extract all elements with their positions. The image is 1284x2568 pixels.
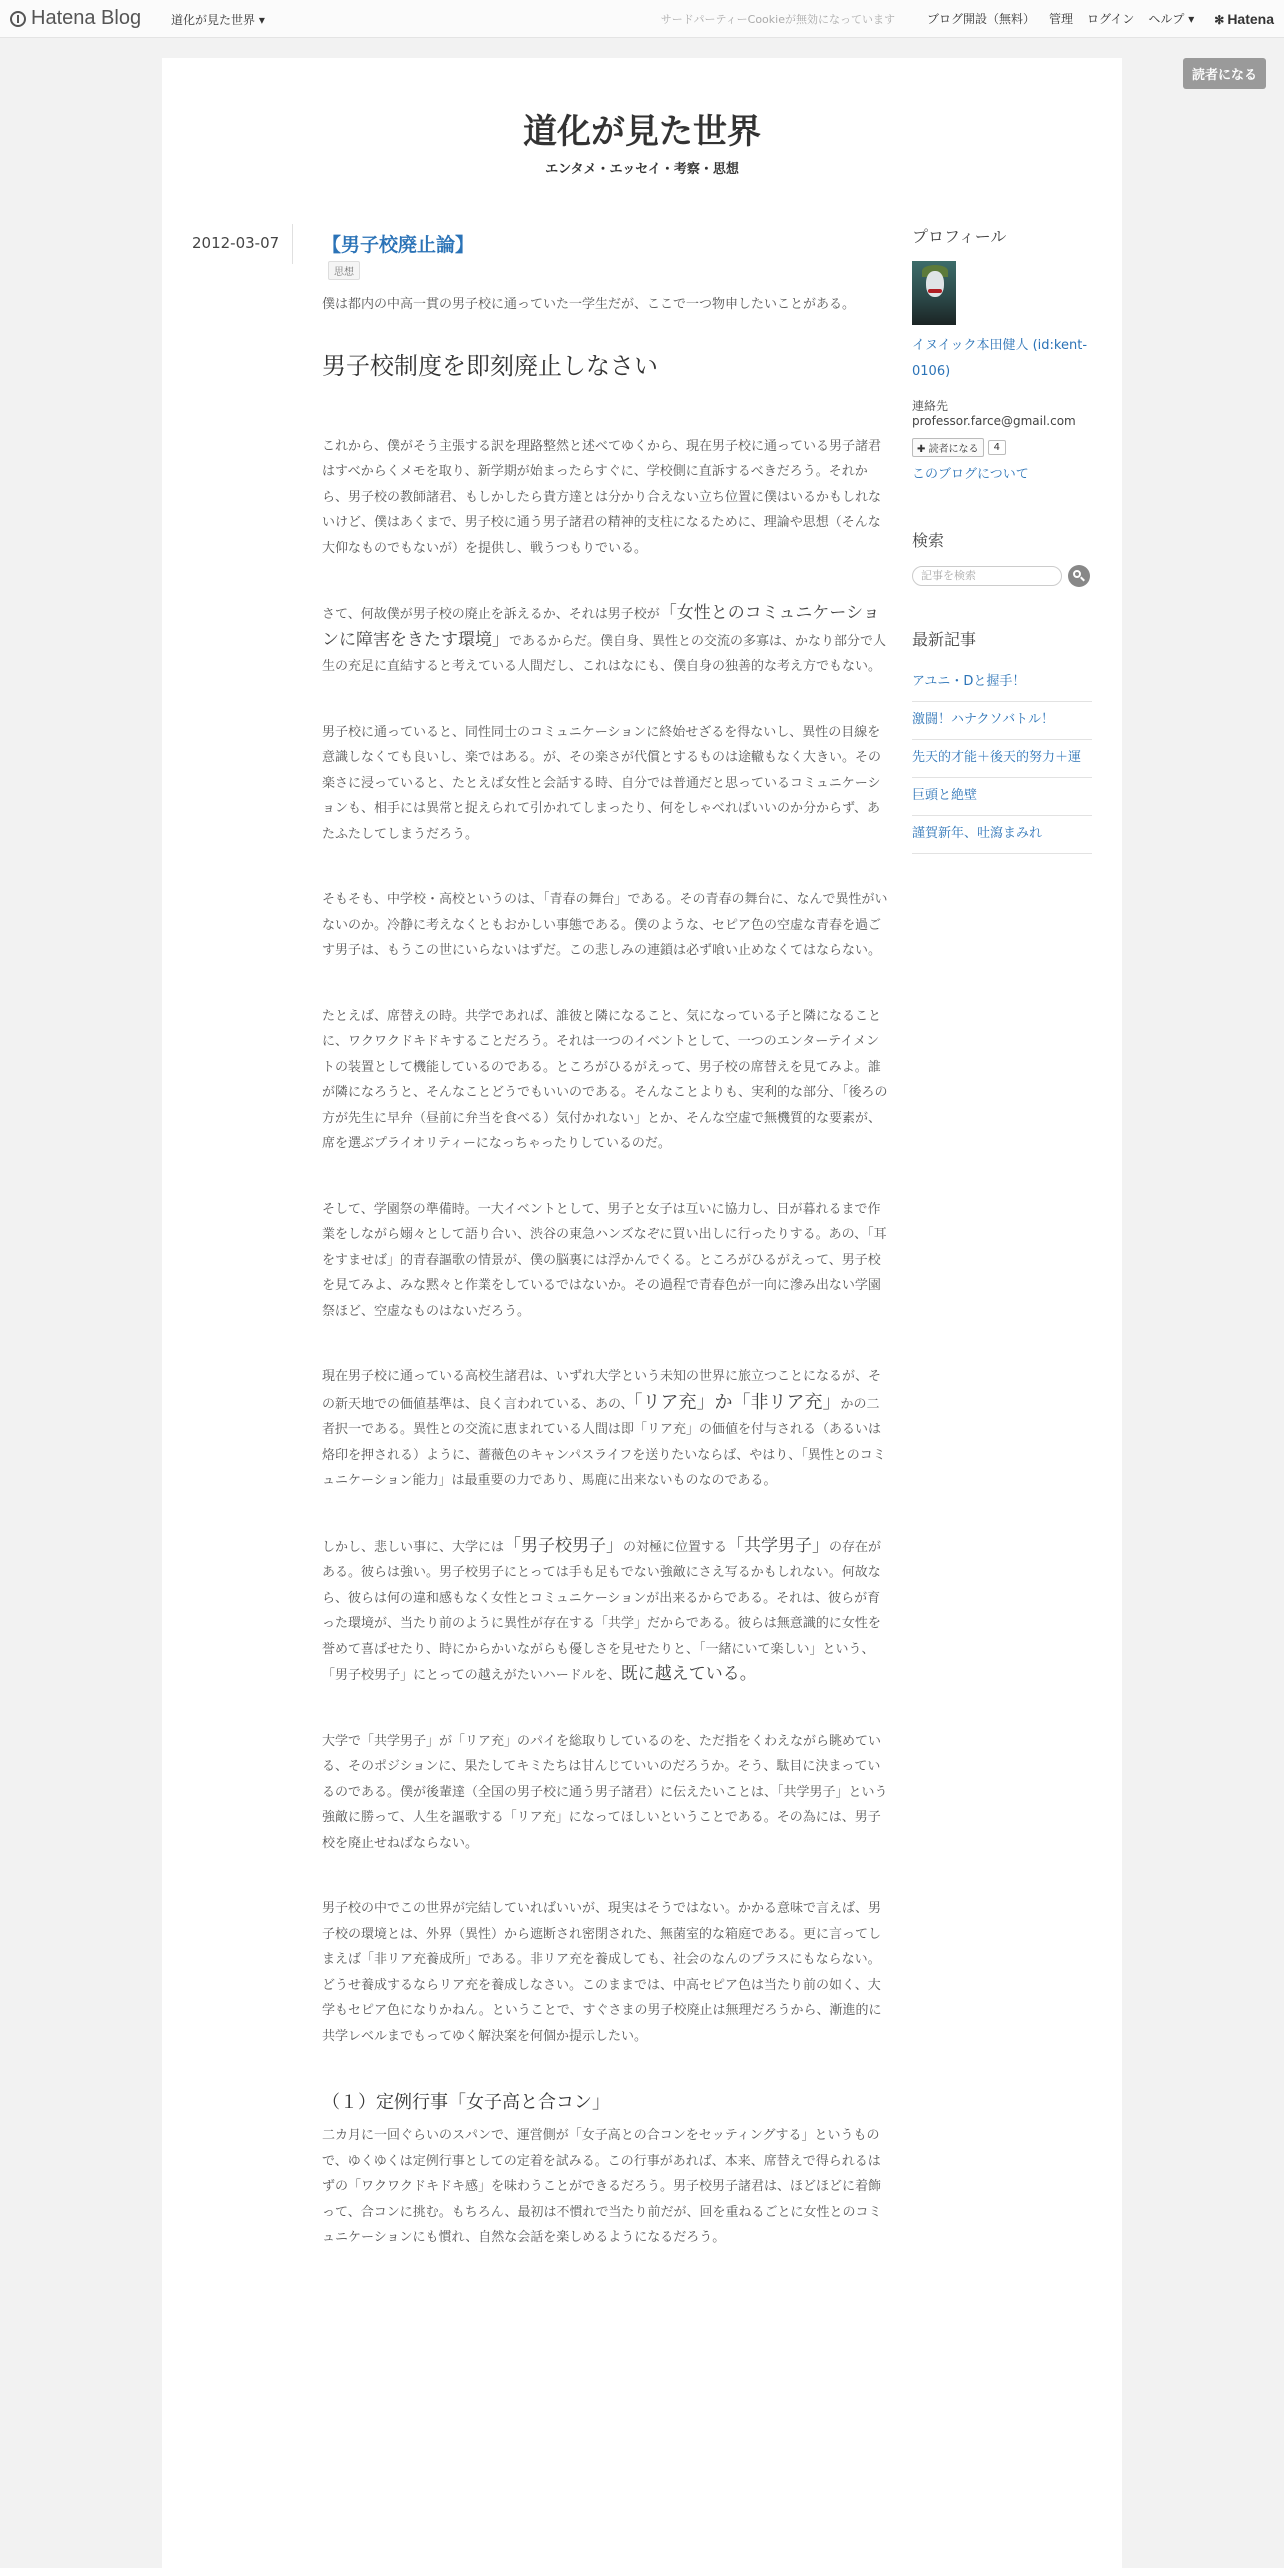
recent-post-link[interactable]: アユニ・Dと握手！ xyxy=(912,664,1092,702)
date-divider xyxy=(292,224,293,264)
follower-count[interactable]: 4 xyxy=(988,440,1006,455)
contact-label: 連絡先 xyxy=(912,399,949,413)
entry-date[interactable]: 2012-03-07 xyxy=(192,234,280,252)
avatar[interactable] xyxy=(912,261,956,325)
hatena-menu-button[interactable] xyxy=(1214,11,1274,27)
recent-post-link[interactable]: 謹賀新年、吐瀉まみれ xyxy=(912,816,1092,854)
paragraph: 二カ月に一回ぐらいのスパンで、運営側が「女子高との合コンをセッティングする」というもので、ゆくゆくは定例行事としての定着を試みる。この行事があれば、本来、席替えで得られるはずの「ワクワクドキドキ感」を味わうことができるだろう。男子校男子諸君は、ほどほどに着飾って、合コンに挑む。もちろん、最初は不慣れで当たり前だが、回を重ねるごとに女性とのコミュニケーションにも慣れ、自然な会話を楽しめるようになるだろう。 xyxy=(322,2128,882,2245)
contact-email: professor.farce@gmail.com xyxy=(912,414,1076,428)
blog-switcher-dropdown[interactable]: 道化が見た世界 ▾ xyxy=(171,13,265,27)
subscribe-button[interactable]: 読者になる xyxy=(1183,58,1266,89)
profile-name-link[interactable]: イヌイック本田健人 (id:kent-0106) xyxy=(912,338,1088,379)
paragraph: これから、僕がそう主張する訳を理路整然と述べてゆくから、現在男子校に通っている男子諸君はすべからくメモを取り、新学期が始まったらすぐに、学校側に直訴するべきだろう。それから、男子校の教師諸君、もしかしたら貴方達とは分かり合えない立ち位置に僕はいるかもしれないけど、僕はあくまで、男子校に通う男子諸君の精神的支柱になるために、理論や思想（そんな大仰なものでもないが）を提供し、戦うつもりでいる。 xyxy=(322,438,882,556)
entry-subheading: （１）定例行事「女子高と合コン」 xyxy=(322,2092,610,2113)
blog-container xyxy=(162,58,1122,2568)
plus-icon: ✚ xyxy=(917,444,929,455)
entry-title[interactable]: 【男子校廃止論】 xyxy=(322,234,475,256)
recent-post-link[interactable]: 巨頭と絶壁 xyxy=(912,778,1092,816)
admin-link[interactable]: 管理 xyxy=(1048,12,1073,26)
cookie-notice: サードパーティーCookieが無効になっています xyxy=(660,12,895,26)
recent-posts-module xyxy=(912,627,1092,854)
recent-post-link[interactable]: 先天的才能＋後天的努力＋運 xyxy=(912,740,1092,778)
about-blog-link[interactable]: このブログについて xyxy=(912,467,1029,482)
search-heading: 検索 xyxy=(912,531,945,550)
search-module xyxy=(912,528,1092,587)
paragraph: 男子校の中でこの世界が完結していればいいが、現実はそうではない。かかる意味で言えば、男子校の環境とは、外界（異性）から遮断され密閉された、無菌室的な箱庭である。更に言ってしまえば「非リア充養成所」である。非リア充を養成しても、社会のなんのプラスにもならない。どうせ養成するならリア充を養成しなさい。このままでは、中高セピア色は当たり前の如く、大学もセピア色になりかねん。ということで、すぐさまの男子校廃止は無理だろうから、漸進的に共学レベルまでもってゆく解決案を何個か提示したい。 xyxy=(322,1901,882,2044)
entry-intro: 僕は都内の中高一貫の男子校に通っていた一学生だが、ここで一つ物申したいことがある。 xyxy=(322,297,856,312)
follow-button[interactable]: ✚ 読者になる xyxy=(912,438,984,457)
create-blog-link[interactable]: ブログ開設（無料） xyxy=(926,12,1035,26)
recent-post-link[interactable]: 激闘！ハナクソバトル！ xyxy=(912,702,1092,740)
entry-heading: 男子校制度を即刻廃止しなさい xyxy=(322,351,658,380)
hatena-label: Hatena xyxy=(1227,10,1274,27)
paragraph: しかし、悲しい事に、大学には「男子校男子」の対極に位置する「共学男子」の存在がある。彼らは強い。男子校男子にとっては手も足もでない強敵にさえ写るかもしれない。何故なら、彼らは何の違和感もなく女性とコミュニケーションが出来るからである。それは、彼らが育った環境が、当たり前のように異性が存在する「共学」だからである。彼らは無意識的に女性を誉めて喜ばせたり、時にからかいながらも優しさを見せたりと、「一緒にいて楽しい」という、「男子校男子」にとっての越えがたいハードルを、既に越えている。 xyxy=(322,1535,882,1684)
follow-row xyxy=(912,438,1092,457)
search-button[interactable] xyxy=(1068,565,1090,587)
recent-heading: 最新記事 xyxy=(912,630,977,649)
profile-heading: プロフィール xyxy=(912,227,1007,246)
hatena-blog-logo[interactable] xyxy=(10,7,141,30)
paragraph: そして、学園祭の準備時。一大イベントとして、男子と女子は互いに協力し、日が暮れるまで作業をしながら嫋々として語り合い、渋谷の東急ハンズなぞに買い出しに行ったりする。あの、「耳をすませば」的青春謳歌の情景が、僕の脳裏には浮かんでくる。ところがひるがえって、男子校を見てみよ、みな黙々と作業をしているではないか。その過程で青春色が一向に滲み出ない学園祭ほど、空虚なものはないだろう。 xyxy=(322,1201,887,1319)
hatena-logo-icon xyxy=(10,11,26,27)
sidebar xyxy=(912,224,1092,854)
help-dropdown[interactable]: ヘルプ ▾ xyxy=(1148,12,1195,26)
paragraph: 男子校に通っていると、同性同士のコミュニケーションに終始せざるを得ないし、異性の目線を意識しなくても良いし、楽ではある。が、その楽さが代償とするものは途轍もなく大きい。その楽さに浸っていると、たとえば女性と会話する時、自分では普通だと思っているコミュニケーションも、相手には異常と捉えられて引かれてしまったり、何をしゃべればいいのか分からず、あたふたしてしまうだろう。 xyxy=(322,724,882,842)
paragraph: そもそも、中学校・高校というのは、「青春の舞台」である。その青春の舞台に、なんで異性がいないのか。冷静に考えなくともおかしい事態である。僕のような、セピア色の空虚な青春を過ごす男子は、もうこの世にいらないはずだ。この悲しみの連鎖は必ず喰い止めなくてはならない。 xyxy=(322,892,888,958)
recent-posts-list xyxy=(912,664,1092,854)
paragraph: たとえば、席替えの時。共学であれば、誰彼と隣になること、気になっている子と隣になることに、ワクワクドキドキすることだろう。それは一つのイベントとして、一つのエンターテイメントの装置として機能しているのである。ところがひるがえって、男子校の席替えを見てみよ。誰が隣になろうと、そんなことどうでもいいのである。そんなことよりも、実利的な部分、「後ろの方が先生に早弁（昼前に弁当を食べる）気付かれない」とか、そんな空虚で無機質的な要素が、席を選ぶプライオリティーになっちゃったりしているのだ。 xyxy=(322,1008,888,1151)
login-link[interactable]: ログイン xyxy=(1087,12,1135,26)
entry-body xyxy=(322,292,888,2251)
paragraph: 現在男子校に通っている高校生諸君は、いずれ大学という未知の世界に旅立つことになるが、その新天地での価値基準は、良く言われている、あの、「リア充」か「非リア充」かの二者択一である。異性との交流に恵まれている人間は即「リア充」の価値を付与される（あるいは烙印を押される）ように、薔薇色のキャンパスライフを送りたいならば、やはり、「異性とのコミュニケーション能力」は最重要の力であり、馬鹿に出来ないものなのである。 xyxy=(322,1369,886,1488)
hatena-star-icon: ✻ xyxy=(1214,12,1225,27)
paragraph: さて、何故僕が男子校の廃止を訴えるか、それは男子校が「女性とのコミュニケーションに障害をきたす環境」であるからだ。僕自身、異性との交流の多寡は、かなり部分で人生の充足に直結すると考えている人間だし、これはなにも、僕自身の独善的な考え方でもない。 xyxy=(322,603,887,674)
top-navigation xyxy=(661,10,1274,27)
blog-description: エンタメ・エッセイ・考察・思想 xyxy=(545,162,739,177)
category-tag[interactable]: 思想 xyxy=(328,261,360,280)
search-input[interactable]: 記事を検索 xyxy=(912,566,1062,586)
global-header xyxy=(0,0,1284,38)
blog-title[interactable]: 道化が見た世界 xyxy=(523,112,761,152)
logo-text: Hatena Blog xyxy=(31,7,142,29)
paragraph: 大学で「共学男子」が「リア充」のパイを総取りしているのを、ただ指をくわえながら眺めている、そのポジションに、果たしてキミたちは甘んじていいのだろうか。そう、駄目に決まっているのである。僕が後輩達（全国の男子校に通う男子諸君）に伝えたいことは、「共学男子」という強敵に勝って、人生を謳歌する「リア充」になってほしいということである。その為には、男子校を廃止せねばならない。 xyxy=(322,1733,888,1851)
